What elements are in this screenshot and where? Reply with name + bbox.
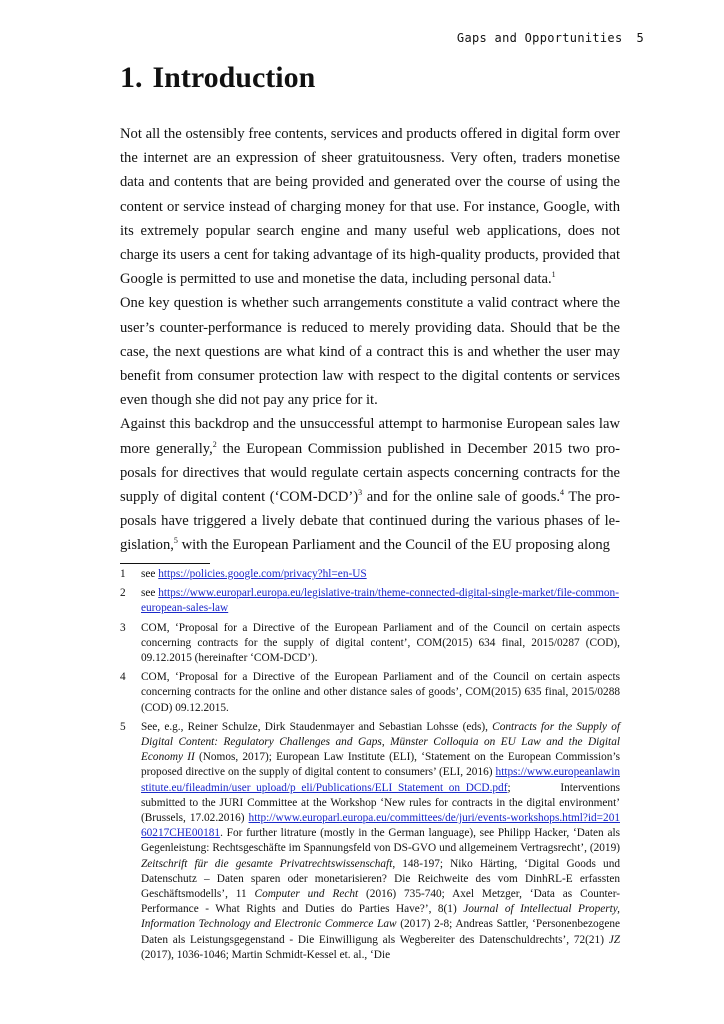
footnote-2: 2 see https://www.europarl.europa.eu/legislative-train/theme-connected-digital-single-market/file-common-european-sales-law — [120, 586, 620, 616]
footnote-link[interactable]: https://www.europarl.europa.eu/legislative-train/theme-connected-digital-single-market/file-common-european-sales-law — [141, 587, 619, 615]
running-header-title: Gaps and Opportunities — [456, 31, 623, 45]
footnote-ref-2[interactable]: 2 — [212, 439, 217, 449]
section-title: Introduction — [152, 61, 316, 94]
footnote-number: 1 — [120, 568, 126, 580]
paragraph-3: Against this backdrop and the unsuccessful attempt to harmonise European sales law more generally,$^2$ the European Commission published in December 2015 two proposals for directives that would regulate certain aspects concerning contracts for the supply of digital content (‘COM-DCD’)$^3$ and for the online sale of goods.$^4$ The proposals have triggered a lively debate that continued during the various phases of legislation,$^5$ with the European Parliament and the Council of the EU proposing along — [120, 416, 620, 554]
footnotes — [120, 567, 620, 967]
footnote-separator — [120, 563, 210, 564]
body-text — [120, 122, 620, 558]
running-header — [457, 31, 644, 45]
footnote-link[interactable]: http://www.europarl.europa.eu/committees/de/juri/events-workshops.html?id=20160217CHE00181 — [141, 812, 620, 840]
footnote-1: 1 see https://policies.google.com/privacy?hl=en-US — [120, 567, 620, 582]
paragraph-2: One key question is whether such arrangements constitute a valid contract where the user’s counter-performance is reduced to merely providing data. Should that be the case, the next questions are what kind of a contract this is and whether the user may benefit from consumer protection law with respect to the digital contents or services even though she did not pay any price for it. — [120, 295, 620, 409]
footnote-3: 3 COM, ‘Proposal for a Directive of the European Parliament and of the Council on certain aspects concerning contracts for the supply of digital content’, COM(2015) 634 final, 2015/0287 (COD), 09.12.2015 (hereinafter ‘COM-DCD’). — [120, 621, 620, 667]
footnote-number: 4 — [120, 671, 126, 684]
footnote-link[interactable]: https://www.europeanlawinstitute.eu/fileadmin/user_upload/p_eli/Publications/ELI_Statement_on_DCD.pdf — [141, 766, 620, 794]
footnote-4: 4 COM, ‘Proposal for a Directive of the European Parliament and of the Council on certain aspects concerning contracts for the online and other distance sales of goods’, COM(2015) 635 final, 2015/0288 (COD) 09.12.2015. — [120, 670, 620, 716]
footnote-number: 2 — [120, 587, 126, 600]
footnote-5: 5 See, e.g., Reiner Schulze, Dirk Staudenmayer and Sebastian Lohsse (eds), Contracts for the Supply of Digital Content: Regulatory Challenges and Gaps, Münster Colloquia on EU Law and the Digital Economy II (Nomos, 2017); European Law Institute (ELI), ‘Statement on the European Commission’s proposed directive on the supply of digital content to consumers’ (ELI, 2016) https://www.europeanlawinstitute.eu/fileadmin/user_upload/p_eli/Publications/ELI_Statement_on_DCD.pdf; Interventions submitted to the JURI Committee at the Workshop ‘New rules for contracts in the digital environment’ (Brussels, 17.02.2016) http://www.europarl.europa.eu/committees/de/juri/events-workshops.html?id=20160217CHE00181. For further litrature (mostly in the German language), see Philipp Hacker, ‘Daten als Gegenleistung: Rechtsgeschäfte im Spannungsfeld von DS-GVO und allgemeinem Vertragsrecht’, (2019) Zeitschrift für die gesamte Privatrechtswissenschaft, 148-197; Niko Härting, ‘Digital Goods und Datenschutz – Daten sparen oder monetarisieren? Die Reichweite des vom DinhRL-E erfassten Geschäftsmodells’, 11 Computer und Recht (2016) 735-740; Axel Metzger, ‘Data as Counter-Performance - What Rights and Duties do Parties Have?’, 8(1) Journal of Intellectual Property, Information Technology and Electronic Commerce Law (2017) 2-8; Andreas Sattler, ‘Personenbezogene Daten als Leistungsgegenstand - Die Einwilligung als Wegbereiter des Datenschuldrechts’, 72(21) JZ (2017), 1036-1046; Martin Schmidt-Kessel et. al., ‘Die — [120, 720, 620, 963]
section-heading — [120, 58, 315, 98]
footnote-number: 5 — [120, 720, 126, 733]
footnote-ref-1[interactable]: 1 — [551, 270, 556, 280]
paragraph-1: Not all the ostensibly free contents, services and products offered in digital form over the internet are an expression of sheer gratuitousness. Very often, traders monetise data and contents that are being provided and generated over the course of using the content or service instead of charging money for that use. For instance, Google, with its extremely popular search engine and many useful web applications, does not charge its users a cent for taking advantage of its high-quality products, provided that Google is permitted to use and monetise the data, including personal data.$^1$ — [120, 126, 620, 288]
footnote-link[interactable]: https://policies.google.com/privacy?hl=en-US — [158, 568, 367, 580]
section-number: 1. — [120, 61, 143, 94]
page-number: 5 — [636, 31, 644, 45]
footnote-number: 3 — [120, 621, 126, 634]
footnote-ref-4[interactable]: 4 — [560, 488, 565, 498]
footnote-ref-5[interactable]: 5 — [173, 536, 178, 546]
footnote-ref-3[interactable]: 3 — [358, 488, 363, 498]
